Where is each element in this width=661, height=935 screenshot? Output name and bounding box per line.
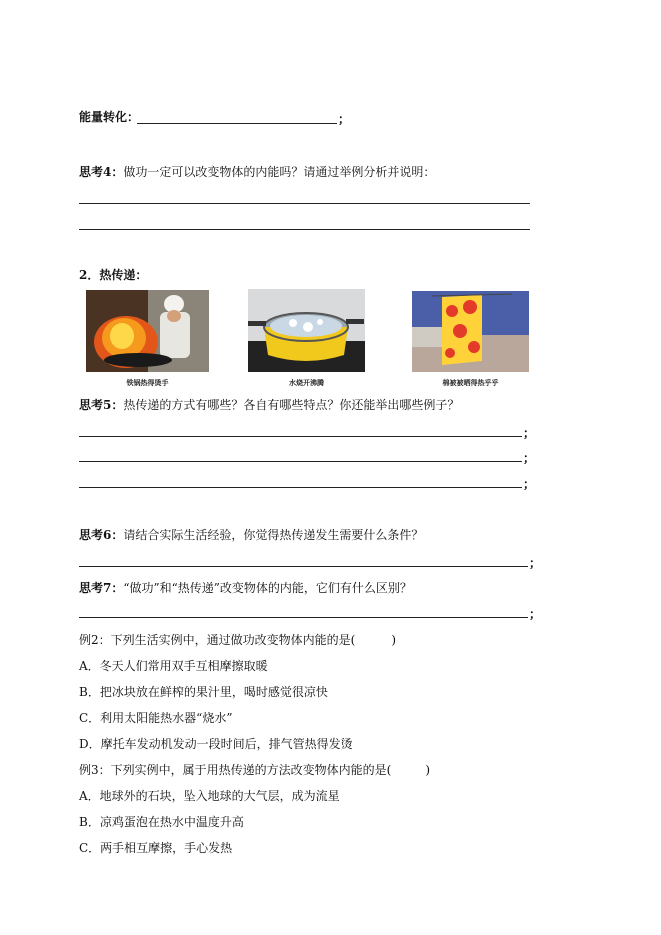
think7-question bbox=[79, 580, 412, 596]
image-caption-2: 水烧开沸腾 bbox=[289, 378, 324, 387]
think4-answer-line-2[interactable] bbox=[79, 229, 530, 230]
think4-text: 做功一定可以改变物体的内能吗？请通过举例分析并说明： bbox=[123, 165, 436, 179]
think7-end: ； bbox=[529, 607, 542, 621]
ex2-close: ) bbox=[391, 633, 397, 647]
think6-answer-line[interactable] bbox=[79, 566, 528, 567]
ex3-option-b[interactable]: B．凉鸡蛋泡在热水中温度升高 bbox=[79, 815, 244, 829]
image-caption-1: 铁锅热得烫手 bbox=[126, 378, 169, 387]
think7-answer-line[interactable] bbox=[79, 617, 528, 618]
think4-question bbox=[79, 164, 435, 180]
ex2-option-d[interactable]: D．摩托车发动机发动一段时间后，排气管热得发烫 bbox=[79, 737, 353, 751]
think5-end-2: ； bbox=[523, 451, 536, 465]
ex2-stem-text: 例2：下列生活实例中，通过做功改变物体内能的是( bbox=[79, 633, 356, 647]
boiling-pot-photo bbox=[248, 289, 365, 372]
quilt-drying-icon bbox=[412, 291, 529, 372]
think5-text: 热传递的方式有哪些？各自有哪些特点？你还能举出哪些例子？ bbox=[123, 398, 460, 412]
think6-question bbox=[79, 527, 423, 543]
think4-label: 思考4： bbox=[79, 165, 124, 179]
think6-label: 思考6： bbox=[79, 528, 124, 542]
image-caption-3: 棉被被晒得热乎乎 bbox=[442, 378, 499, 387]
energy-blank[interactable] bbox=[137, 123, 337, 124]
think5-end-1: ； bbox=[523, 426, 536, 440]
quilt-drying-photo bbox=[412, 291, 529, 372]
boiling-pot-icon bbox=[248, 289, 365, 372]
think5-question bbox=[79, 397, 459, 413]
energy-end: ； bbox=[338, 112, 351, 126]
ex2-option-c[interactable]: C．利用太阳能热水器“烧水” bbox=[79, 711, 233, 725]
ex3-option-c[interactable]: C．两手相互摩擦，手心发热 bbox=[79, 841, 233, 855]
ex3-stem bbox=[79, 762, 430, 778]
ex2-stem bbox=[79, 632, 396, 648]
section2-title: 2．热传递： bbox=[79, 268, 148, 282]
think6-end: ； bbox=[529, 556, 542, 570]
ex3-option-a[interactable]: A．地球外的石块，坠入地球的大气层，成为流星 bbox=[79, 789, 340, 803]
think4-answer-line-1[interactable] bbox=[79, 203, 530, 204]
think5-answer-line-3[interactable] bbox=[79, 487, 522, 488]
energy-label: 能量转化： bbox=[79, 110, 140, 124]
wok-fire-icon bbox=[86, 290, 209, 372]
think7-text: “做功”和“热传递”改变物体的内能，它们有什么区别？ bbox=[123, 581, 412, 595]
think5-answer-line-2[interactable] bbox=[79, 461, 522, 462]
think6-text: 请结合实际生活经验，你觉得热传递发生需要什么条件？ bbox=[123, 528, 424, 542]
think5-end-3: ； bbox=[523, 477, 536, 491]
ex3-stem-text: 例3：下列实例中，属于用热传递的方法改变物体内能的是( bbox=[79, 763, 392, 777]
ex2-option-a[interactable]: A．冬天人们常用双手互相摩擦取暖 bbox=[79, 659, 268, 673]
think5-label: 思考5： bbox=[79, 398, 124, 412]
ex3-close: ) bbox=[425, 763, 431, 777]
think5-answer-line-1[interactable] bbox=[79, 436, 522, 437]
wok-fire-photo bbox=[86, 290, 209, 372]
ex2-option-b[interactable]: B．把冰块放在鲜榨的果汁里，喝时感觉很凉快 bbox=[79, 685, 328, 699]
think7-label: 思考7： bbox=[79, 581, 124, 595]
